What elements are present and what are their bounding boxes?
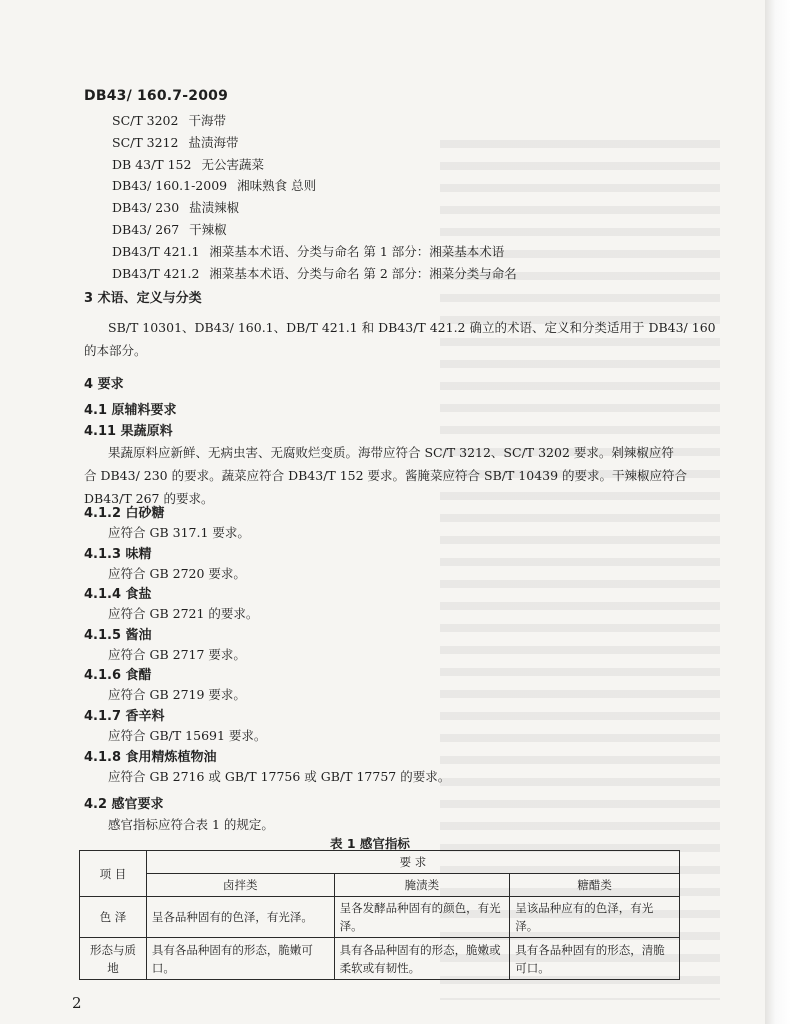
row-label-texture: 形态与质地 <box>80 938 147 980</box>
reference-item <box>112 110 517 132</box>
item-header-cell: 项 目 <box>80 851 147 897</box>
table-cell: 具有各品种固有的形态，脆嫩可口。 <box>146 938 334 980</box>
reference-title: 盐渍海带 <box>188 134 239 150</box>
section-3-line-2: 的本部分。 <box>84 343 147 358</box>
section-4-heading: 4 要求 <box>84 377 124 392</box>
table-cell: 具有各品种固有的形态，清脆可口。 <box>510 938 680 980</box>
requirement-item-text: 应符合 GB 2719 要求。 <box>108 687 246 703</box>
reference-code: SC/T 3212 <box>112 134 179 150</box>
reference-item <box>112 197 517 219</box>
section-4-11-heading: 4.11 果蔬原料 <box>84 424 173 439</box>
requirement-item-heading: 4.1.3 味精 <box>84 546 152 562</box>
requirement-item-heading: 4.1.8 食用精炼植物油 <box>84 749 217 765</box>
requirement-item-heading: 4.1.7 香辛料 <box>84 709 165 724</box>
section-3-line-1: SB/T 10301、DB43/ 160.1、DB/T 421.1 和 DB43/T 421.2 确立的术语、定义和分类适用于 DB43/ 160 <box>108 320 716 335</box>
reference-item <box>112 132 517 154</box>
section-3-heading: 3 术语、定义与分类 <box>84 291 202 306</box>
document-header: DB43/ 160.7-2009 <box>84 88 229 104</box>
requirement-header-cell: 要 求 <box>146 851 679 874</box>
requirement-item-heading: 4.1.4 食盐 <box>84 587 152 603</box>
reference-title: 湘菜基本术语、分类与命名 第 2 部分：湘菜分类与命名 <box>209 265 517 281</box>
section-3-paragraph <box>84 316 714 362</box>
table-row <box>80 897 680 938</box>
table-cell: 呈各品种固有的色泽，有光泽。 <box>146 897 334 938</box>
table-row <box>80 938 680 980</box>
row-label-color: 色 泽 <box>80 897 147 938</box>
section-4-1-heading: 4.1 原辅料要求 <box>84 403 177 418</box>
requirement-item-heading: 4.1.2 白砂糖 <box>84 506 165 521</box>
column-header-sweet-sour: 糖醋类 <box>510 874 680 897</box>
section-4-11-line-2: 合 DB43/ 230 的要求。蔬菜应符合 DB43/T 152 要求。酱腌菜应符合 SB/T 10439 的要求。干辣椒应符合 <box>84 468 688 483</box>
reference-title: 无公害蔬菜 <box>201 156 264 172</box>
reference-code: DB43/ 267 <box>112 221 180 237</box>
requirement-item-heading: 4.1.5 酱油 <box>84 627 152 643</box>
requirement-item-text: 应符合 GB 317.1 要求。 <box>108 525 250 540</box>
requirement-item-text: 应符合 GB 2720 要求。 <box>108 565 246 581</box>
reference-list <box>112 110 517 284</box>
reference-title: 湘菜基本术语、分类与命名 第 1 部分：湘菜基本术语 <box>209 243 505 259</box>
table-cell: 呈各发酵品种固有的颜色，有光泽。 <box>334 897 510 938</box>
page-number: 2 <box>72 994 82 1012</box>
page-edge <box>765 0 791 1024</box>
section-4-2-heading: 4.2 感官要求 <box>84 797 164 812</box>
requirement-item-text: 应符合 GB 2717 要求。 <box>108 646 246 662</box>
reference-item <box>112 175 517 197</box>
reference-title: 干辣椒 <box>189 221 227 237</box>
reference-item <box>112 241 517 263</box>
requirement-item-text: 应符合 GB 2716 或 GB/T 17756 或 GB/T 17757 的要求。 <box>108 768 451 784</box>
section-4-2-text: 感官指标应符合表 1 的规定。 <box>108 817 274 832</box>
sensory-table <box>79 850 680 980</box>
section-4-11-line-1: 果蔬原料应新鲜、无病虫害、无腐败烂变质。海带应符合 SC/T 3212、SC/T 3202 要求。剁辣椒应符 <box>108 445 674 460</box>
reference-title: 湘味熟食 总则 <box>237 178 317 194</box>
requirement-item-text: 应符合 GB/T 15691 要求。 <box>108 728 267 743</box>
reference-title: 干海带 <box>188 113 226 128</box>
reference-title: 盐渍辣椒 <box>189 200 240 216</box>
column-header-pickled: 腌渍类 <box>334 874 510 897</box>
requirement-item-text: 应符合 GB 2721 的要求。 <box>108 606 259 622</box>
section-4-11-paragraph <box>84 441 704 510</box>
column-header-braised: 卤拌类 <box>146 874 334 897</box>
reference-item <box>112 219 517 241</box>
reference-code: DB43/ 160.1-2009 <box>112 178 228 194</box>
reference-item <box>112 263 517 285</box>
reference-code: DB43/T 421.1 <box>112 243 200 259</box>
reference-item <box>112 154 517 176</box>
reference-code: SC/T 3202 <box>112 113 179 128</box>
table-header-row <box>80 851 680 874</box>
table-cell: 具有各品种固有的形态，脆嫩或柔软或有韧性。 <box>334 938 510 980</box>
section-4-11-line-3: DB43/T 267 的要求。 <box>84 491 214 506</box>
requirement-item-heading: 4.1.6 食醋 <box>84 668 152 684</box>
table-title: 表 1 感官指标 <box>330 836 410 851</box>
reference-code: DB43/ 230 <box>112 200 180 216</box>
reference-code: DB43/T 421.2 <box>112 265 200 281</box>
table-cell: 呈该品种应有的色泽，有光泽。 <box>510 897 680 938</box>
table-subheader-row <box>80 874 680 897</box>
reference-code: DB 43/T 152 <box>112 156 192 172</box>
